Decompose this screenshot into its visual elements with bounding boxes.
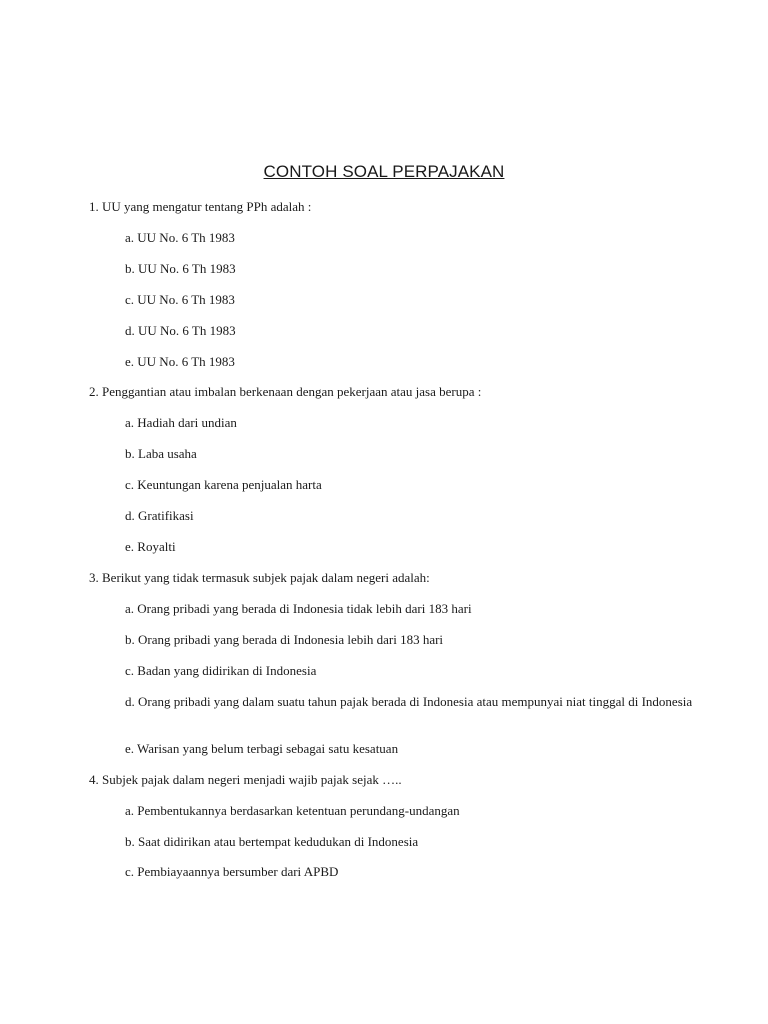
option-key: a. (125, 601, 135, 616)
option-2d (125, 508, 705, 524)
question-number: 3. (89, 570, 99, 585)
question-text: Penggantian atau imbalan berkenaan dengan pekerjaan atau jasa berupa : (102, 384, 482, 399)
question-4 (89, 772, 729, 788)
option-text: UU No. 6 Th 1983 (137, 354, 235, 369)
option-4c (125, 864, 705, 880)
option-3a (125, 601, 705, 617)
option-2a (125, 415, 705, 431)
option-key: c. (125, 477, 135, 492)
option-3d (125, 694, 705, 710)
option-key: e. (125, 354, 135, 369)
option-key: c. (125, 864, 135, 879)
option-3e (125, 741, 705, 757)
question-text: UU yang mengatur tentang PPh adalah : (102, 199, 312, 214)
option-4a (125, 803, 705, 819)
option-text: Pembentukannya berdasarkan ketentuan perundang-undangan (137, 803, 460, 818)
option-text: Hadiah dari undian (137, 415, 237, 430)
option-text: Warisan yang belum terbagi sebagai satu kesatuan (137, 741, 399, 756)
option-4b (125, 834, 705, 850)
question-number: 1. (89, 199, 99, 214)
option-text: Orang pribadi yang dalam suatu tahun pajak berada di Indonesia atau mempunyai niat tinggal di Indonesia (138, 694, 693, 709)
option-text: UU No. 6 Th 1983 (138, 323, 236, 338)
option-text: Badan yang didirikan di Indonesia (137, 663, 317, 678)
option-key: e. (125, 741, 135, 756)
option-text: Saat didirikan atau bertempat kedudukan di Indonesia (138, 834, 419, 849)
option-text: UU No. 6 Th 1983 (137, 292, 235, 307)
option-text: Gratifikasi (138, 508, 194, 523)
option-text: Royalti (137, 539, 176, 554)
option-key: a. (125, 415, 135, 430)
question-text: Berikut yang tidak termasuk subjek pajak dalam negeri adalah: (102, 570, 430, 585)
option-text: Orang pribadi yang berada di Indonesia lebih dari 183 hari (138, 632, 444, 647)
option-2b (125, 446, 705, 462)
option-key: b. (125, 632, 135, 647)
option-1a (125, 230, 705, 246)
option-key: d. (125, 694, 135, 709)
option-key: d. (125, 323, 135, 338)
option-text: Laba usaha (138, 446, 197, 461)
option-1d (125, 323, 705, 339)
question-1 (89, 199, 729, 215)
option-text: Orang pribadi yang berada di Indonesia tidak lebih dari 183 hari (137, 601, 472, 616)
option-key: d. (125, 508, 135, 523)
option-key: b. (125, 834, 135, 849)
option-3b (125, 632, 705, 648)
option-key: e. (125, 539, 135, 554)
question-2 (89, 384, 729, 400)
option-2e (125, 539, 705, 555)
option-1e (125, 354, 705, 370)
option-text: Pembiayaannya bersumber dari APBD (137, 864, 339, 879)
question-text: Subjek pajak dalam negeri menjadi wajib pajak sejak ….. (102, 772, 402, 787)
option-key: b. (125, 261, 135, 276)
option-text: Keuntungan karena penjualan harta (137, 477, 322, 492)
question-3 (89, 570, 729, 586)
option-text: UU No. 6 Th 1983 (137, 230, 235, 245)
page-title: CONTOH SOAL PERPAJAKAN (263, 162, 505, 181)
option-key: b. (125, 446, 135, 461)
option-3c (125, 663, 705, 679)
question-number: 2. (89, 384, 99, 399)
option-key: a. (125, 803, 135, 818)
option-key: c. (125, 292, 135, 307)
option-key: c. (125, 663, 135, 678)
option-2c (125, 477, 705, 493)
option-key: a. (125, 230, 135, 245)
question-number: 4. (89, 772, 99, 787)
option-1c (125, 292, 705, 308)
option-1b (125, 261, 705, 277)
option-text: UU No. 6 Th 1983 (138, 261, 236, 276)
